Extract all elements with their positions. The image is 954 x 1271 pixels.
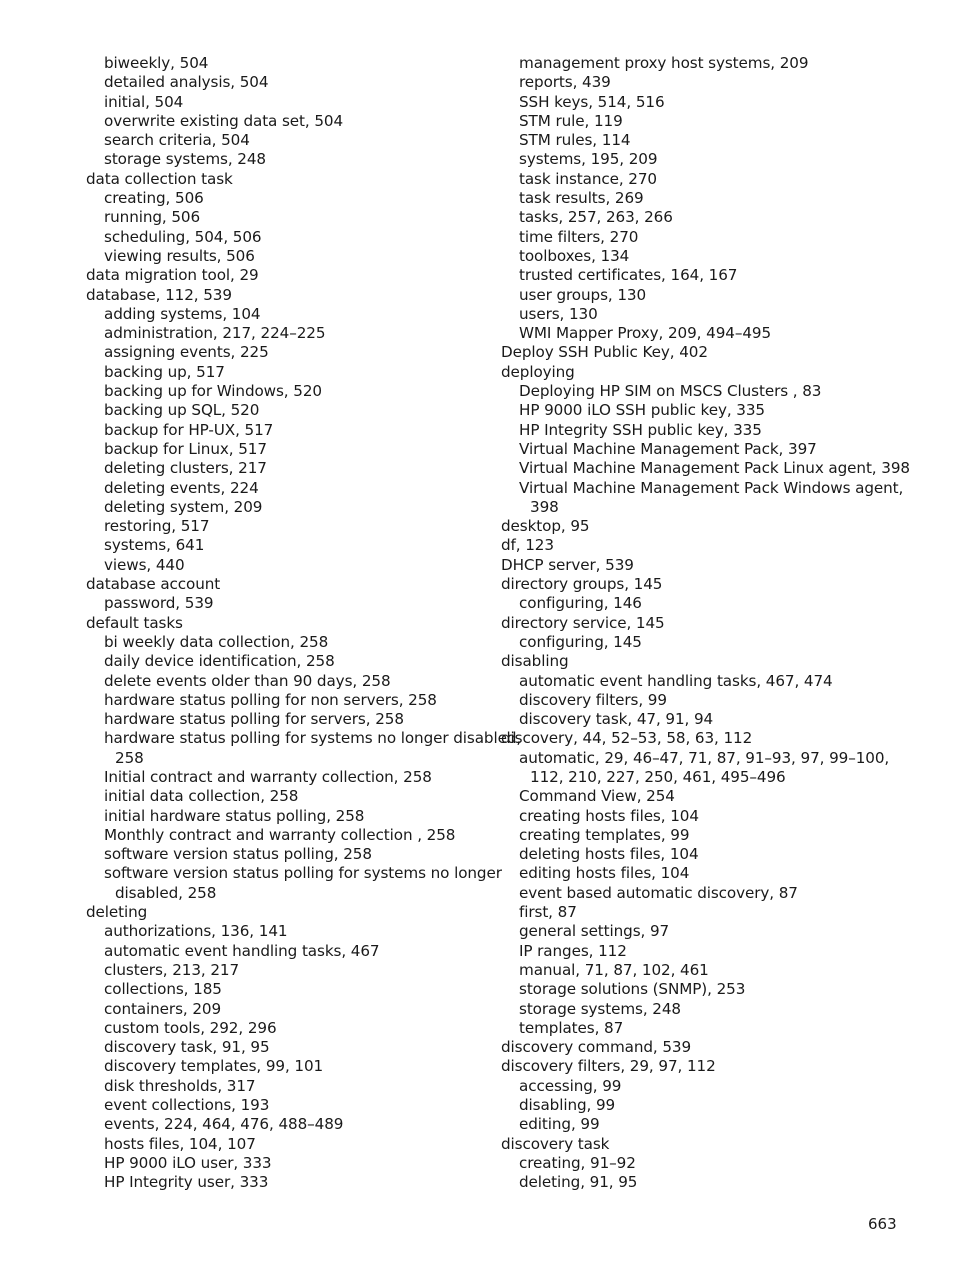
index-subentry: manual, 71, 87, 102, 461 [519, 960, 709, 979]
index-subentry: hosts files, 104, 107 [104, 1134, 256, 1153]
index-subentry: systems, 195, 209 [519, 150, 658, 169]
index-subentry: initial, 504 [104, 92, 184, 111]
index-subentry: discovery templates, 99, 101 [104, 1057, 324, 1076]
index-entry: data collection task [86, 169, 233, 188]
index-subentry: deleting, 91, 95 [519, 1173, 638, 1192]
index-subentry: reports, 439 [519, 73, 611, 92]
index-subentry: initial data collection, 258 [104, 787, 299, 806]
index-subentry: configuring, 146 [519, 594, 642, 613]
index-subentry: HP 9000 iLO user, 333 [104, 1153, 272, 1172]
index-entry: default tasks [86, 613, 183, 632]
index-subentry: running, 506 [104, 208, 201, 227]
index-subentry: general settings, 97 [519, 922, 670, 941]
index-subentry: adding systems, 104 [104, 304, 261, 323]
index-subentry: views, 440 [104, 555, 185, 574]
index-subentry: events, 224, 464, 476, 488–489 [104, 1115, 344, 1134]
index-subentry: disk thresholds, 317 [104, 1076, 256, 1095]
index-subentry: deleting clusters, 217 [104, 459, 267, 478]
index-subentry: first, 87 [519, 903, 577, 922]
index-entry: DHCP server, 539 [501, 555, 634, 574]
index-subentry: search criteria, 504 [104, 131, 250, 150]
index-subentry: scheduling, 504, 506 [104, 227, 262, 246]
index-entry: database account [86, 575, 221, 594]
index-subentry: Virtual Machine Management Pack, 397 [519, 439, 817, 458]
index-subentry: backing up SQL, 520 [104, 401, 260, 420]
index-subentry: daily device identification, 258 [104, 652, 335, 671]
index-continuation: 112, 210, 227, 250, 461, 495–496 [530, 767, 786, 786]
index-subentry: configuring, 145 [519, 632, 642, 651]
index-entry: desktop, 95 [501, 517, 590, 536]
index-subentry: toolboxes, 134 [519, 246, 630, 265]
index-subentry: deleting events, 224 [104, 478, 259, 497]
index-subentry: custom tools, 292, 296 [104, 1018, 277, 1037]
index-subentry: collections, 185 [104, 980, 222, 999]
index-column-left [86, 54, 522, 1193]
index-subentry: Monthly contract and warranty collection , 258 [104, 825, 456, 844]
index-subentry: backing up, 517 [104, 362, 225, 381]
index-subentry: backing up for Windows, 520 [104, 382, 322, 401]
index-subentry: assigning events, 225 [104, 343, 269, 362]
index-subentry: overwrite existing data set, 504 [104, 111, 344, 130]
index-subentry: software version status polling, 258 [104, 845, 372, 864]
index-subentry: creating hosts files, 104 [519, 806, 699, 825]
index-subentry: storage systems, 248 [104, 150, 266, 169]
index-subentry: HP Integrity SSH public key, 335 [519, 420, 762, 439]
index-continuation: 398 [530, 497, 559, 516]
index-subentry: authorizations, 136, 141 [104, 922, 288, 941]
index-entry: discovery filters, 29, 97, 112 [501, 1057, 716, 1076]
index-subentry: deleting system, 209 [104, 497, 263, 516]
index-subentry: disabling, 99 [519, 1096, 616, 1115]
index-continuation: 258 [115, 748, 144, 767]
index-subentry: accessing, 99 [519, 1076, 622, 1095]
index-subentry: SSH keys, 514, 516 [519, 92, 665, 111]
index-subentry: time filters, 270 [519, 227, 639, 246]
index-subentry: password, 539 [104, 594, 214, 613]
index-subentry: discovery filters, 99 [519, 690, 667, 709]
index-subentry: IP ranges, 112 [519, 941, 627, 960]
index-subentry: HP Integrity user, 333 [104, 1173, 269, 1192]
page-number: 663 [868, 1215, 897, 1233]
index-subentry: storage systems, 248 [519, 999, 681, 1018]
index-subentry: users, 130 [519, 304, 598, 323]
index-entry: df, 123 [501, 536, 554, 555]
index-subentry: Virtual Machine Management Pack Linux agent, 398 [519, 459, 910, 478]
index-subentry: creating templates, 99 [519, 825, 690, 844]
index-subentry: editing hosts files, 104 [519, 864, 690, 883]
index-column-right [501, 54, 910, 1193]
index-subentry: HP 9000 iLO SSH public key, 335 [519, 401, 765, 420]
index-entry: discovery, 44, 52–53, 58, 63, 112 [501, 729, 753, 748]
index-entry: directory service, 145 [501, 613, 665, 632]
index-subentry: clusters, 213, 217 [104, 960, 240, 979]
index-subentry: STM rule, 119 [519, 111, 623, 130]
index-subentry: event collections, 193 [104, 1096, 270, 1115]
index-subentry: templates, 87 [519, 1018, 624, 1037]
index-subentry: software version status polling for systems no longer [104, 864, 502, 883]
index-subentry: Virtual Machine Management Pack Windows agent, [519, 478, 904, 497]
index-subentry: automatic event handling tasks, 467, 474 [519, 671, 833, 690]
index-subentry: event based automatic discovery, 87 [519, 883, 798, 902]
index-subentry: automatic, 29, 46–47, 71, 87, 91–93, 97, 99–100, [519, 748, 890, 767]
index-subentry: hardware status polling for servers, 258 [104, 710, 404, 729]
index-entry: discovery command, 539 [501, 1038, 692, 1057]
index-entry: deleting [86, 903, 148, 922]
index-subentry: Initial contract and warranty collection, 258 [104, 767, 432, 786]
index-subentry: storage solutions (SNMP), 253 [519, 980, 746, 999]
index-entry: deploying [501, 362, 575, 381]
index-subentry: hardware status polling for non servers, 258 [104, 690, 437, 709]
index-subentry: management proxy host systems, 209 [519, 54, 809, 72]
index-entry: Deploy SSH Public Key, 402 [501, 343, 708, 362]
index-subentry: task results, 269 [519, 189, 644, 208]
index-subentry: initial hardware status polling, 258 [104, 806, 365, 825]
index-subentry: bi weekly data collection, 258 [104, 632, 329, 651]
index-subentry: WMI Mapper Proxy, 209, 494–495 [519, 324, 772, 343]
index-subentry: containers, 209 [104, 999, 222, 1018]
index-subentry: trusted certificates, 164, 167 [519, 266, 738, 285]
index-subentry: tasks, 257, 263, 266 [519, 208, 673, 227]
index-subentry: user groups, 130 [519, 285, 647, 304]
index-subentry: discovery task, 91, 95 [104, 1038, 270, 1057]
index-subentry: systems, 641 [104, 536, 205, 555]
index-subentry: STM rules, 114 [519, 131, 631, 150]
index-subentry: creating, 506 [104, 189, 204, 208]
index-subentry: backup for Linux, 517 [104, 439, 267, 458]
index-subentry: discovery task, 47, 91, 94 [519, 710, 714, 729]
index-entry: database, 112, 539 [86, 285, 232, 304]
index-subentry: deleting hosts files, 104 [519, 845, 699, 864]
index-entry: discovery task [501, 1134, 610, 1153]
index-subentry: task instance, 270 [519, 169, 657, 188]
index-subentry: delete events older than 90 days, 258 [104, 671, 391, 690]
index-subentry: viewing results, 506 [104, 246, 255, 265]
index-subentry: detailed analysis, 504 [104, 73, 269, 92]
index-subentry: administration, 217, 224–225 [104, 324, 326, 343]
index-subentry: hardware status polling for systems no longer disabled, [104, 729, 522, 748]
index-subentry: restoring, 517 [104, 517, 210, 536]
index-subentry: backup for HP-UX, 517 [104, 420, 274, 439]
index-entry: data migration tool, 29 [86, 266, 259, 285]
index-entry: directory groups, 145 [501, 575, 663, 594]
index-continuation: disabled, 258 [115, 883, 217, 902]
index-subentry: Command View, 254 [519, 787, 675, 806]
index-subentry: Deploying HP SIM on MSCS Clusters , 83 [519, 382, 822, 401]
index-subentry: automatic event handling tasks, 467 [104, 941, 380, 960]
index-subentry: creating, 91–92 [519, 1153, 636, 1172]
index-subentry: editing, 99 [519, 1115, 600, 1134]
index-subentry: biweekly, 504 [104, 54, 209, 72]
index-entry: disabling [501, 652, 569, 671]
